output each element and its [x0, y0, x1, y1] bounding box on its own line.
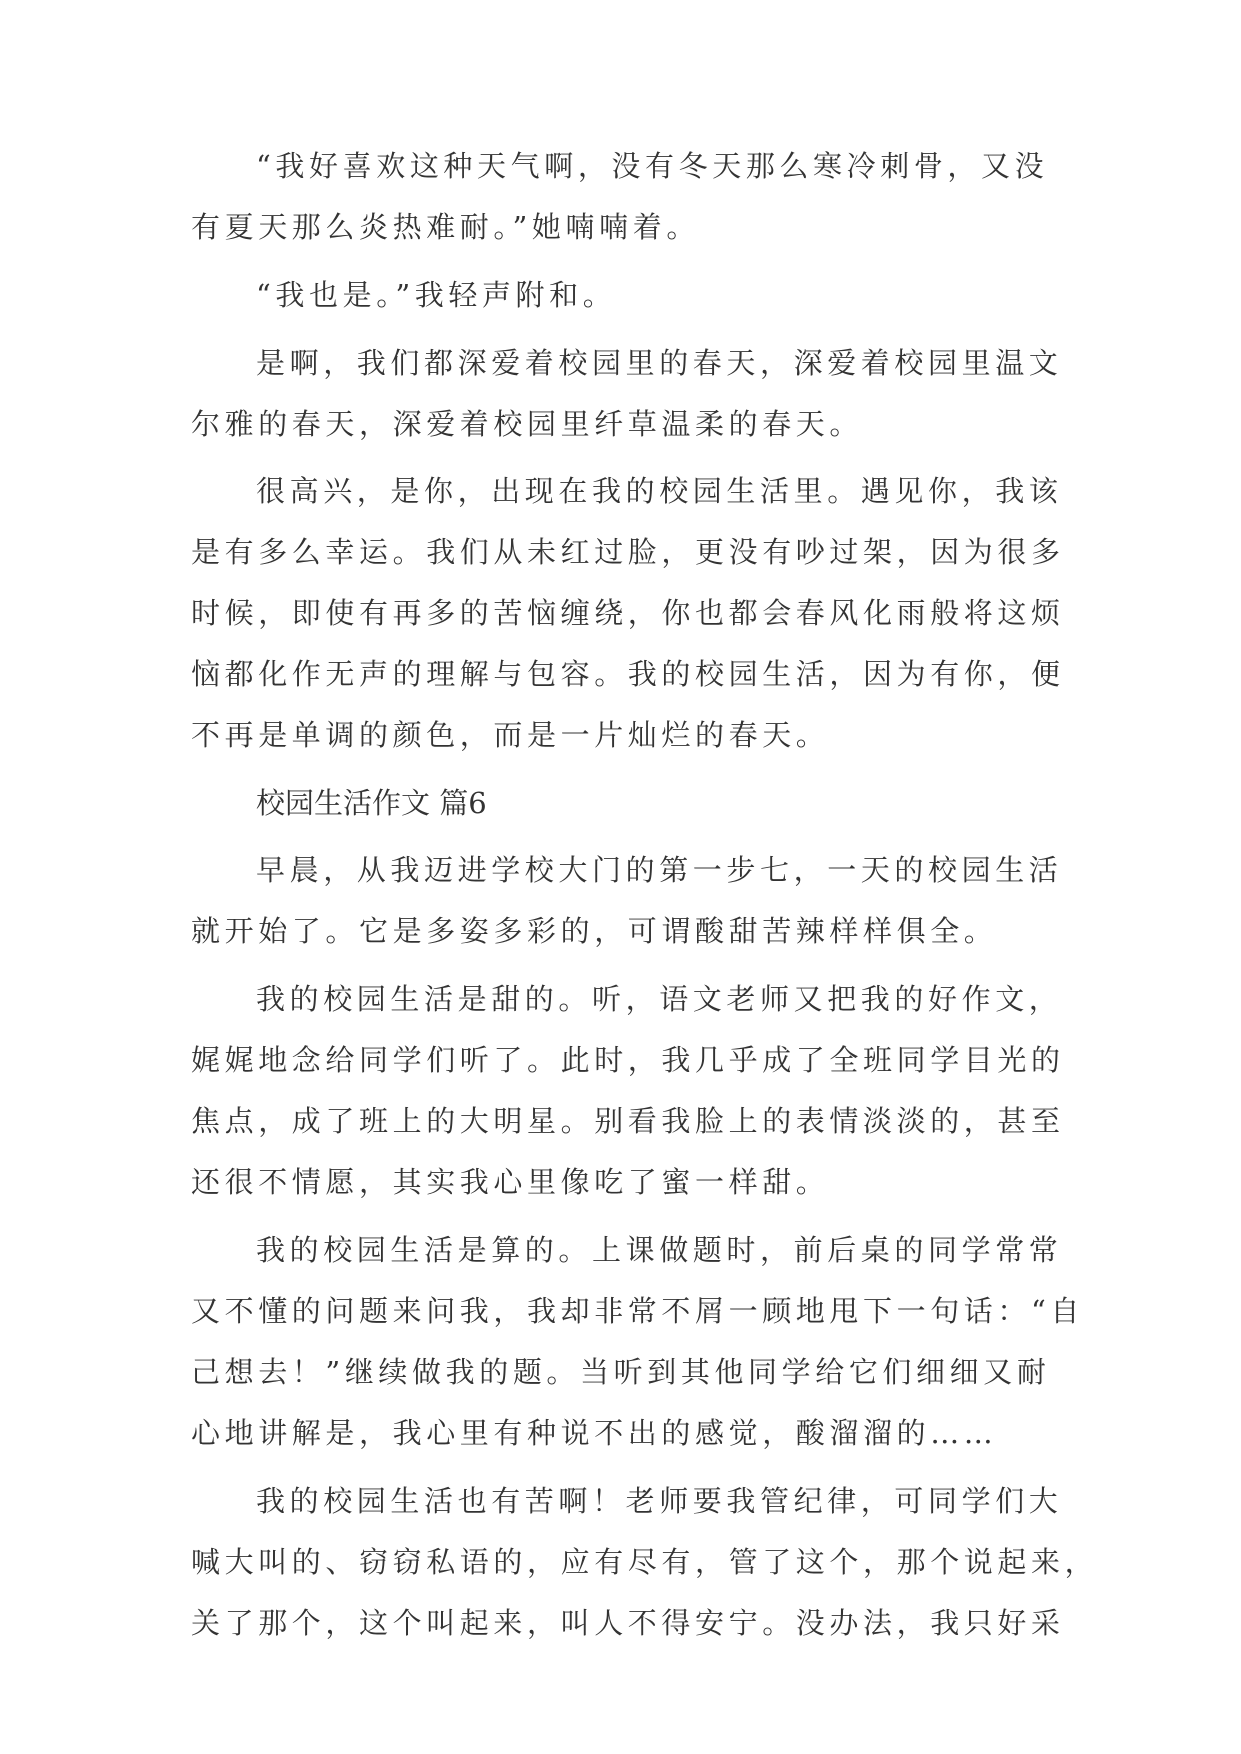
text-line-10: 不再是单调的颜色，而是一片灿烂的春天。: [191, 718, 830, 752]
text-line-24: 关了那个，这个叫起来，叫人不得安宁。没办法，我只好采: [191, 1606, 1065, 1640]
text-line-19: 又不懂的问题来问我，我却非常不屑一顾地甩下一句话：“自: [191, 1294, 1085, 1328]
text-line-4: 是啊，我们都深爱着校园里的春天，深爱着校园里温文: [256, 346, 1063, 380]
text-line-3: “我也是。”我轻声附和。: [256, 278, 617, 312]
text-line-6: 很高兴，是你，出现在我的校园生活里。遇见你，我该: [256, 474, 1063, 508]
text-line-13: 就开始了。它是多姿多彩的，可谓酸甜苦辣样样俱全。: [191, 914, 998, 948]
text-line-22: 我的校园生活也有苦啊！老师要我管纪律，可同学们大: [256, 1484, 1063, 1518]
text-line-5: 尔雅的春天，深爱着校园里纤草温柔的春天。: [191, 407, 864, 441]
text-line-12: 早晨，从我迈进学校大门的第一步七，一天的校园生活: [256, 853, 1063, 887]
section-heading: 校园生活作文 篇6: [256, 786, 487, 820]
text-line-23: 喊大叫的、窃窃私语的，应有尽有，管了这个，那个说起来，: [191, 1545, 1099, 1579]
text-line-14: 我的校园生活是甜的。听，语文老师又把我的好作文，: [256, 982, 1063, 1016]
text-line-20: 己想去！”继续做我的题。当听到其他同学给它们细细又耐: [191, 1355, 1051, 1389]
text-line-8: 时候，即使有再多的苦恼缠绕，你也都会春风化雨般将这烦: [191, 596, 1065, 630]
text-line-21: 心地讲解是，我心里有种说不出的感觉，酸溜溜的……: [191, 1416, 998, 1450]
text-line-18: 我的校园生活是算的。上课做题时，前后桌的同学常常: [256, 1233, 1063, 1267]
text-line-15: 娓娓地念给同学们听了。此时，我几乎成了全班同学目光的: [191, 1043, 1065, 1077]
text-line-1: “我好喜欢这种天气啊，没有冬天那么寒冷刺骨，又没: [256, 149, 1049, 183]
text-line-2: 有夏天那么炎热难耐。”她喃喃着。: [191, 210, 700, 244]
text-line-17: 还很不情愿，其实我心里像吃了蜜一样甜。: [191, 1165, 830, 1199]
text-line-7: 是有多么幸运。我们从未红过脸，更没有吵过架，因为很多: [191, 535, 1065, 569]
text-line-9: 恼都化作无声的理解与包容。我的校园生活，因为有你，便: [191, 657, 1065, 691]
text-line-16: 焦点，成了班上的大明星。别看我脸上的表情淡淡的，甚至: [191, 1104, 1065, 1138]
